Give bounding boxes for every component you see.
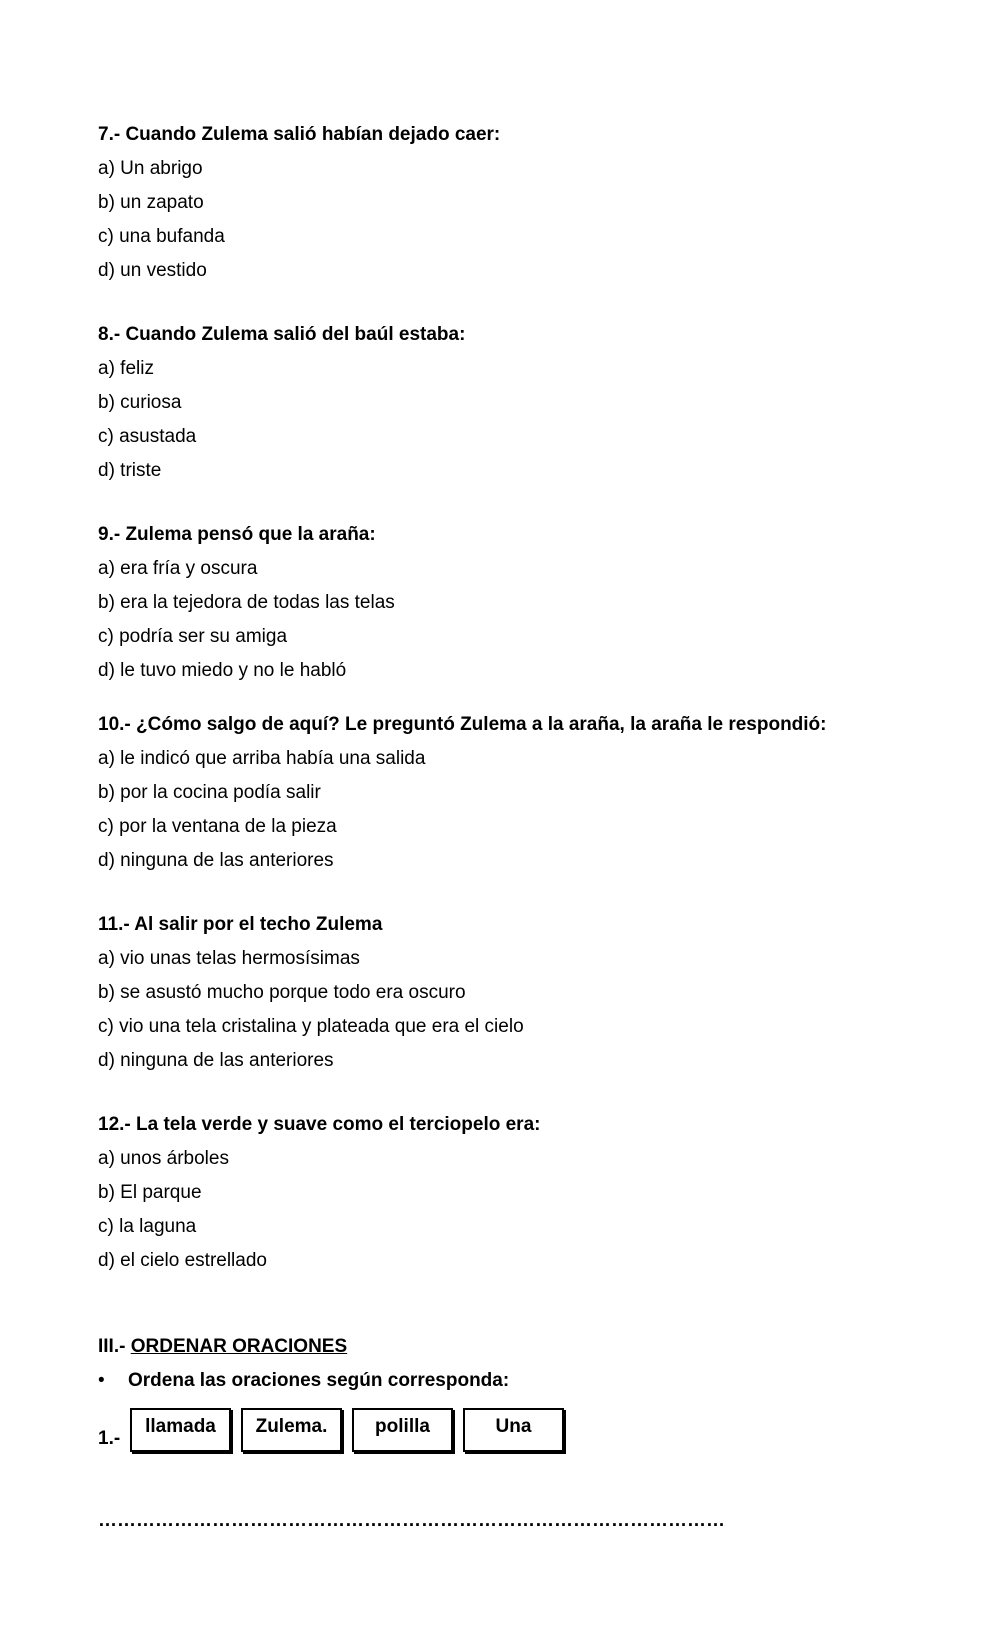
option-a: a) unos árboles	[98, 1148, 229, 1169]
word-box[interactable]: Zulema.	[241, 1408, 342, 1452]
question-8	[98, 318, 978, 488]
word-box[interactable]: polilla	[352, 1408, 453, 1452]
word-box[interactable]: Una	[463, 1408, 564, 1452]
section-number: III.-	[98, 1336, 126, 1357]
option-d: d) el cielo estrellado	[98, 1250, 267, 1271]
option-c: c) podría ser su amiga	[98, 626, 288, 647]
instruction	[98, 1370, 509, 1392]
option-b: b) curiosa	[98, 392, 182, 413]
option-c: c) asustada	[98, 426, 197, 447]
question-title: 9.- Zulema pensó que la araña:	[98, 524, 376, 545]
question-title: 7.- Cuando Zulema salió habían dejado caer:	[98, 124, 501, 145]
question-11	[98, 908, 978, 1078]
bullet-icon: •	[98, 1370, 105, 1391]
question-title: 10.- ¿Cómo salgo de aquí? Le preguntó Zulema a la araña, la araña le respondió:	[98, 714, 827, 735]
question-title: 11.- Al salir por el techo Zulema	[98, 914, 383, 935]
option-c: c) la laguna	[98, 1216, 197, 1237]
section-heading	[98, 1336, 347, 1358]
option-d: d) ninguna de las anteriores	[98, 850, 334, 871]
question-9	[98, 518, 978, 688]
option-a: a) era fría y oscura	[98, 558, 258, 579]
exercise-number: 1.-	[98, 1428, 121, 1449]
option-c: c) una bufanda	[98, 226, 225, 247]
section-title: ORDENAR ORACIONES	[130, 1336, 348, 1357]
option-c: c) vio una tela cristalina y plateada que era el cielo	[98, 1016, 524, 1037]
option-d: d) le tuvo miedo y no le habló	[98, 660, 347, 681]
question-title: 8.- Cuando Zulema salió del baúl estaba:	[98, 324, 466, 345]
option-d: d) triste	[98, 460, 162, 481]
option-b: b) por la cocina podía salir	[98, 782, 321, 803]
question-12	[98, 1108, 978, 1278]
option-a: a) le indicó que arriba había una salida	[98, 748, 426, 769]
option-a: a) vio unas telas hermosísimas	[98, 948, 360, 969]
question-7	[98, 118, 978, 288]
question-title: 12.- La tela verde y suave como el terciopelo era:	[98, 1114, 541, 1135]
word-box[interactable]: llamada	[130, 1408, 231, 1452]
option-c: c) por la ventana de la pieza	[98, 816, 337, 837]
question-10	[98, 708, 978, 878]
answer-line[interactable]: ………………………………………………………………………………………	[98, 1510, 725, 1531]
option-a: a) feliz	[98, 358, 154, 379]
option-b: b) El parque	[98, 1182, 202, 1203]
instruction-text: Ordena las oraciones según corresponda:	[128, 1370, 510, 1391]
option-d: d) ninguna de las anteriores	[98, 1050, 334, 1071]
option-b: b) se asustó mucho porque todo era oscuro	[98, 982, 466, 1003]
option-a: a) Un abrigo	[98, 158, 203, 179]
option-b: b) un zapato	[98, 192, 204, 213]
option-b: b) era la tejedora de todas las telas	[98, 592, 395, 613]
option-d: d) un vestido	[98, 260, 207, 281]
